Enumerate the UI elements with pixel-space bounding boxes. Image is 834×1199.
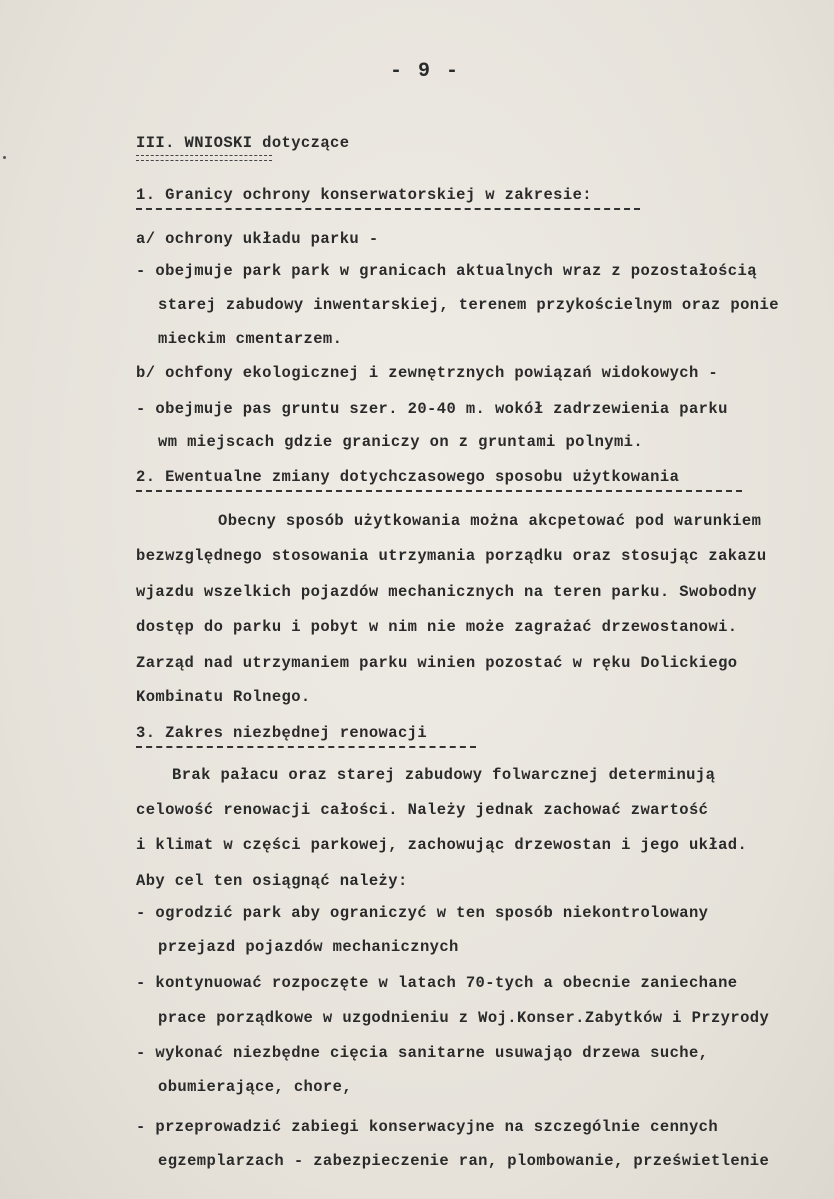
body-line: przejazd pojazdów mechanicznych xyxy=(158,938,459,956)
body-line: mieckim cmentarzem. xyxy=(158,330,343,348)
body-line: wm miejscach gdzie graniczy on z gruntami polnymi. xyxy=(158,433,644,451)
body-line: obumierające, chore, xyxy=(158,1078,353,1096)
heading-1-underline xyxy=(136,208,640,210)
body-line: Kombinatu Rolnego. xyxy=(136,688,311,706)
body-line: b/ ochfony ekologicznej i zewnętrznych powiązań widokowych - xyxy=(136,364,719,382)
body-line: - ogrodzić park aby ograniczyć w ten sposób niekontrolowany xyxy=(136,904,709,922)
heading-2: 2. Ewentualne zmiany dotychczasowego sposobu użytkowania xyxy=(136,468,680,486)
body-line: - obejmuje park park w granicach aktualnych wraz z pozostałością xyxy=(136,262,757,280)
body-line: a/ ochrony układu parku - xyxy=(136,230,379,248)
body-line: Obecny sposób użytkowania można akcpetować pod warunkiem xyxy=(218,512,762,530)
body-line: - wykonać niezbędne cięcia sanitarne usuwająo drzewa suche, xyxy=(136,1044,709,1062)
body-line: - obejmuje pas gruntu szer. 20-40 m. wokół zadrzewienia parku xyxy=(136,400,728,418)
heading-3-underline xyxy=(136,746,476,748)
heading-3: 3. Zakres niezbędnej renowacji xyxy=(136,724,428,742)
body-line: dostęp do parku i pobyt w nim nie może zagrażać drzewostanowi. xyxy=(136,618,738,636)
body-line: Brak pałacu oraz starej zabudowy folwarcznej determinują xyxy=(172,766,716,784)
body-line: Zarząd nad utrzymaniem parku winien pozostać w ręku Dolickiego xyxy=(136,654,738,672)
section-title: III. WNIOSKI dotyczące xyxy=(136,134,350,152)
body-line: wjazdu wszelkich pojazdów mechanicznych na teren parku. Swobodny xyxy=(136,583,757,601)
heading-2-underline xyxy=(136,490,742,492)
body-line: i klimat w części parkowej, zachowując drzewostan i jego układ. xyxy=(136,836,748,854)
body-line: - przeprowadzić zabiegi konserwacyjne na szczególnie cennych xyxy=(136,1118,719,1136)
body-line: - kontynuować rozpoczęte w latach 70-tych a obecnie zaniechane xyxy=(136,974,738,992)
heading-1: 1. Granicy ochrony konserwatorskiej w zakresie: xyxy=(136,186,592,204)
body-line: egzemplarzach - zabezpieczenie ran, plombowanie, prześwietlenie xyxy=(158,1152,770,1170)
body-line: starej zabudowy inwentarskiej, terenem przykościelnym oraz ponie xyxy=(158,296,779,314)
body-line: Aby cel ten osiągnąć należy: xyxy=(136,872,408,890)
section-title-underline xyxy=(136,155,272,161)
body-line: celowość renowacji całości. Należy jednak zachować zwartość xyxy=(136,801,709,819)
body-line: bezwzględnego stosowania utrzymania porządku oraz stosując zakazu xyxy=(136,547,767,565)
margin-mark xyxy=(3,156,6,159)
body-line: prace porządkowe w uzgodnieniu z Woj.Konser.Zabytków i Przyrody xyxy=(158,1009,770,1027)
page-number: - 9 - xyxy=(390,60,461,83)
